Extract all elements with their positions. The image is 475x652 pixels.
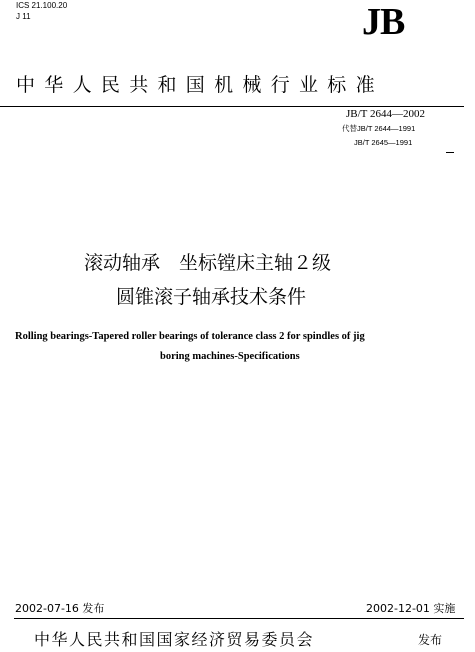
issuing-organization: 中华人民共和国国家经济贸易委员会 <box>34 630 315 649</box>
english-title-line-1: Rolling bearings-Tapered roller bearings of tolerance class 2 for spindles of jig <box>15 331 365 342</box>
header-divider <box>0 106 464 107</box>
publish-label: 发布 <box>418 633 443 647</box>
standard-title: 中华人民共和国机械行业标准 <box>16 74 384 96</box>
ccs-code: J 11 <box>16 12 31 21</box>
standard-number: JB/T 2644—2002 <box>346 108 425 120</box>
replaces-line-2: JB/T 2645—1991 <box>354 138 413 147</box>
english-title-line-2: boring machines-Specifications <box>160 351 300 362</box>
footer-divider <box>14 618 464 619</box>
jb-logo: JB <box>362 1 405 43</box>
chinese-title-line-1: 滚动轴承 坐标镗床主轴２级 <box>84 252 332 274</box>
implementation-date: 2002-12-01 实施 <box>366 602 456 615</box>
replaces-line-1: 代替JB/T 2644—1991 <box>342 124 416 133</box>
replaces-divider <box>446 152 454 153</box>
chinese-title-line-2: 圆锥滚子轴承技术条件 <box>116 286 307 308</box>
ics-code: ICS 21.100.20 <box>16 1 68 10</box>
issue-date: 2002-07-16 发布 <box>15 602 105 615</box>
